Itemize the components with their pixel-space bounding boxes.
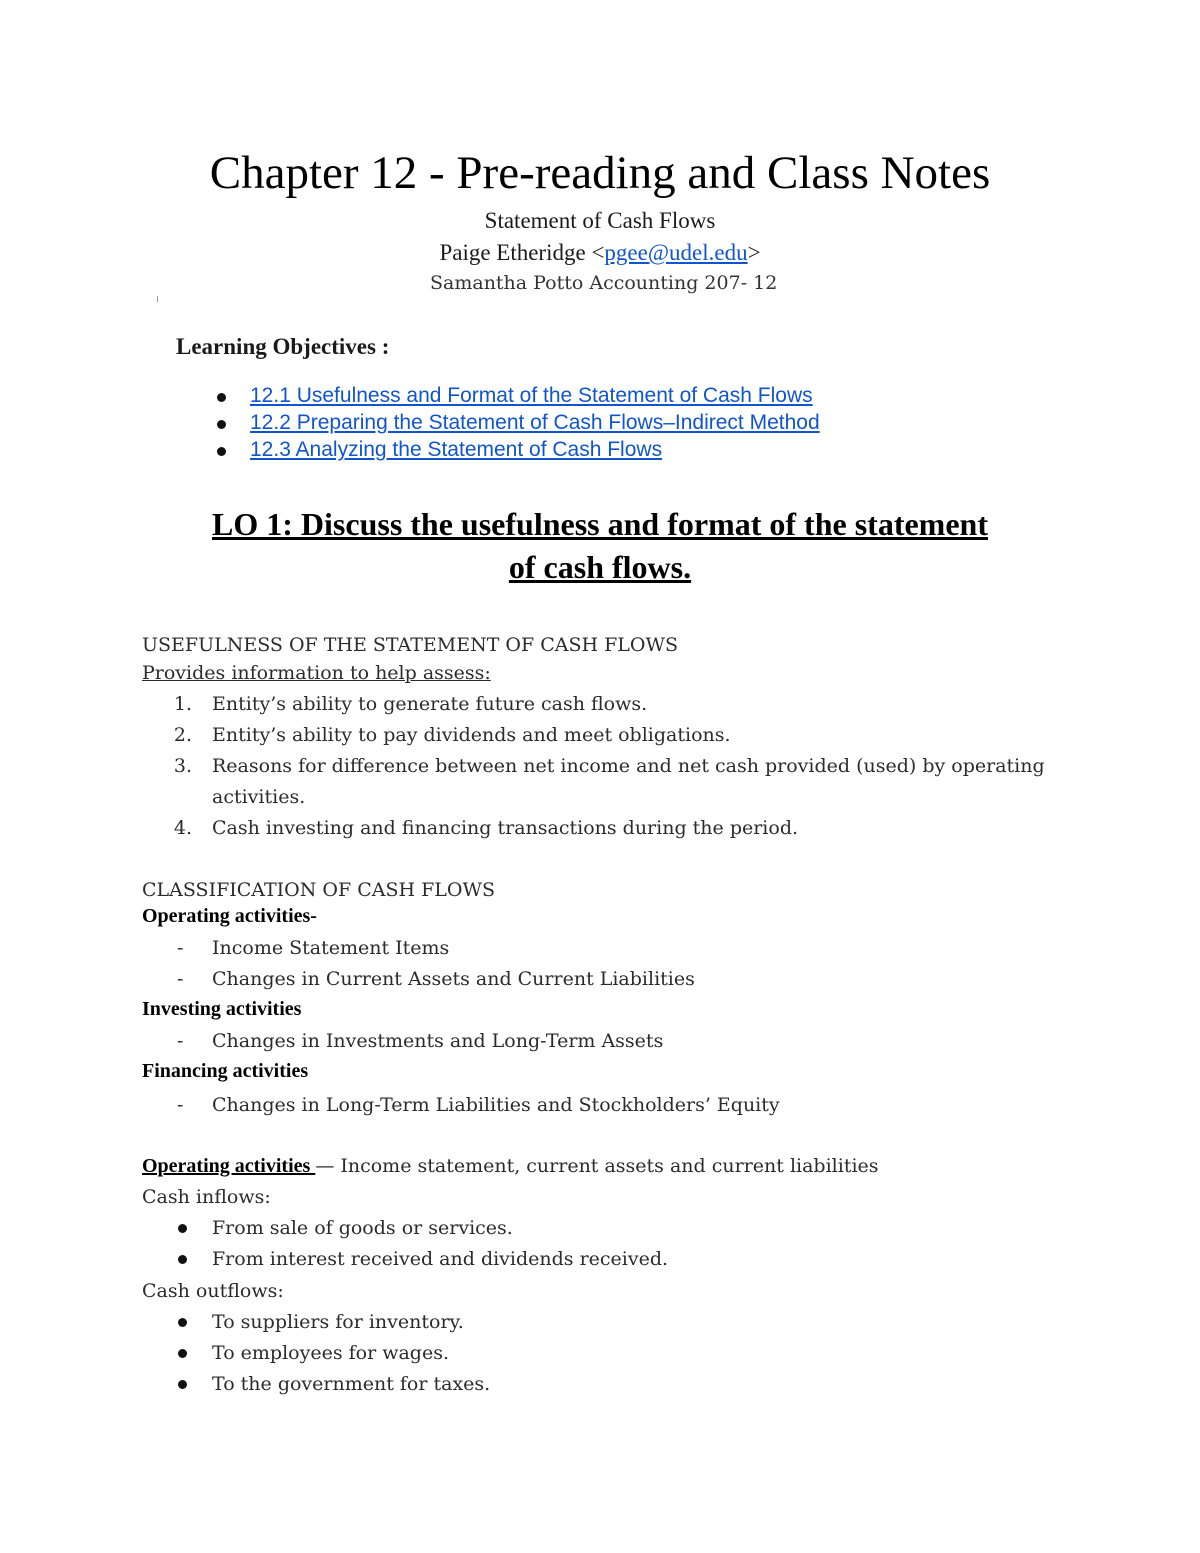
author-suffix: > [747,240,761,265]
list-item: Cash investing and financing transactions during the period. [212,817,799,839]
list-item: To suppliers for inventory. [212,1311,464,1333]
bullet-icon [217,420,226,429]
objective-link-1[interactable]: 12.1 Usefulness and Format of the Statement of Cash Flows [250,384,813,407]
list-item: Changes in Current Assets and Current Liabilities [212,968,695,990]
list-item: Income Statement Items [212,937,450,959]
list-item: Reasons for difference between net income and net cash provided (used) by operating [212,755,1045,777]
list-number: 3. [173,755,192,777]
classification-heading: CLASSIFICATION OF CASH FLOWS [142,879,496,901]
list-number: 1. [173,693,192,715]
cash-inflows-label: Cash inflows: [142,1186,271,1208]
list-item-continuation: activities. [212,786,306,808]
objective-link-2[interactable]: 12.2 Preparing the Statement of Cash Flows–Indirect Method [250,411,820,434]
bullet-icon [178,1255,187,1264]
bullet-icon [178,1224,187,1233]
list-number: 2. [173,724,192,746]
course-line: Samantha Potto Accounting 207- 12 [430,272,778,294]
list-item: Entity’s ability to pay dividends and meet obligations. [212,724,731,746]
cash-outflows-label: Cash outflows: [142,1280,284,1302]
list-number: 4. [173,817,192,839]
operating-detail-description: — Income statement, current assets and current liabilities [315,1155,879,1177]
list-item: To employees for wages. [212,1342,450,1364]
list-item: Changes in Investments and Long-Term Assets [212,1030,664,1052]
usefulness-heading: USEFULNESS OF THE STATEMENT OF CASH FLOWS [142,634,679,656]
operating-detail-line [142,1155,879,1178]
financing-activities-label: Financing activities [142,1060,309,1082]
list-item: Entity’s ability to generate future cash flows. [212,693,648,715]
dash-marker: - [177,937,184,959]
list-item: From interest received and dividends received. [212,1248,669,1270]
list-item: To the government for taxes. [212,1373,491,1395]
bullet-icon [217,393,226,402]
list-item: From sale of goods or services. [212,1217,513,1239]
bullet-icon [178,1380,187,1389]
list-item: Changes in Long-Term Liabilities and Stockholders’ Equity [212,1094,780,1116]
operating-activities-label: Operating activities- [142,905,317,927]
author-name: Paige Etheridge < [439,240,605,265]
investing-activities-label: Investing activities [142,998,302,1020]
margin-mark [157,296,158,302]
dash-marker: - [177,1030,184,1052]
author-line [0,240,1200,266]
bullet-icon [178,1318,187,1327]
lo1-heading-line1: LO 1: Discuss the usefulness and format of the statement [212,506,988,542]
page-subtitle: Statement of Cash Flows [484,208,716,233]
operating-detail-label: Operating activities [142,1155,316,1177]
bullet-icon [217,447,226,456]
objective-link-3[interactable]: 12.3 Analyzing the Statement of Cash Flows [250,438,663,461]
author-email-link[interactable]: pgee@udel.edu [604,240,748,265]
learning-objectives-label: Learning Objectives : [176,334,390,359]
lo1-heading-line2: of cash flows. [508,549,692,585]
bullet-icon [178,1349,187,1358]
dash-marker: - [177,1094,184,1116]
page-title: Chapter 12 - Pre-reading and Class Notes [209,147,991,199]
dash-marker: - [177,968,184,990]
usefulness-intro: Provides information to help assess: [142,662,491,684]
